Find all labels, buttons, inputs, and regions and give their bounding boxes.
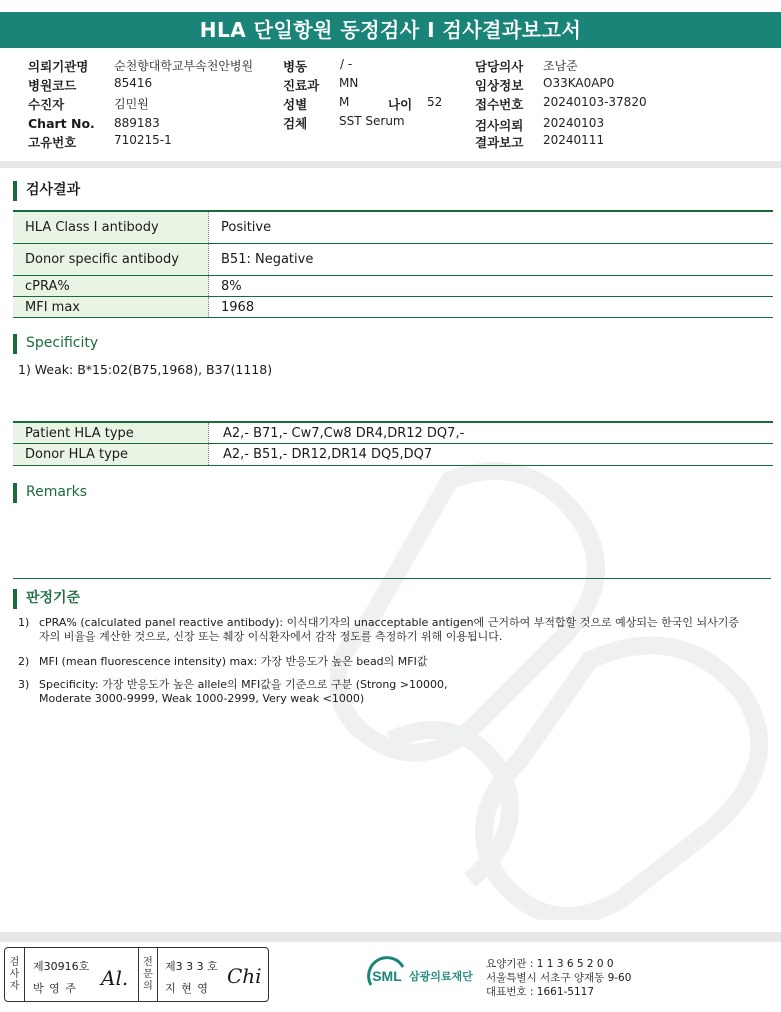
criteria-text: MFI (mean fluorescence intensity) max: 가장 반응도가 높은 bead의 MFI값 xyxy=(39,655,428,668)
results-value: B51: Negative xyxy=(221,252,314,267)
ward-label: 병동 xyxy=(283,59,308,74)
chart-no-value: 889183 xyxy=(114,116,160,130)
tester-signature: Al. xyxy=(101,966,129,990)
result-date-value: 20240111 xyxy=(543,133,605,147)
institution-value: 순천향대학교부속천안병원 xyxy=(114,59,254,73)
tester-number: 제30916호 xyxy=(33,960,90,973)
table-row xyxy=(13,297,773,318)
results-table xyxy=(13,210,773,318)
hla-type-value: A2,- B71,- Cw7,Cw8 DR4,DR12 DQ7,- xyxy=(223,425,465,441)
hla-type-key: Donor HLA type xyxy=(13,444,209,465)
results-value: Positive xyxy=(221,220,272,235)
table-row xyxy=(13,210,773,244)
patient-info xyxy=(0,55,781,155)
criteria-item xyxy=(18,678,758,708)
hla-type-key: Patient HLA type xyxy=(13,423,209,443)
tester-label: 검 사 자 xyxy=(5,948,25,1001)
examinee-label: 수진자 xyxy=(28,97,65,112)
unique-no-value: 710215-1 xyxy=(114,133,172,147)
dept-label: 진료과 xyxy=(283,78,320,93)
results-section-title: 검사결과 xyxy=(13,181,80,201)
criteria-section-title: 판정기준 xyxy=(13,589,80,609)
receipt-no-label: 접수번호 xyxy=(475,97,524,112)
org-name: 삼광의료재단 xyxy=(409,970,473,983)
hla-type-table xyxy=(13,421,773,466)
table-row xyxy=(13,244,773,276)
criteria-num: 1) xyxy=(18,616,30,629)
request-date-value: 20240103 xyxy=(543,116,605,130)
request-date-label: 검사의뢰 xyxy=(475,118,524,133)
sex-value: M xyxy=(339,95,350,109)
results-key: Donor specific antibody xyxy=(13,244,209,275)
hospital-code-value: 85416 xyxy=(114,76,153,90)
remarks-section-title: Remarks xyxy=(13,483,87,503)
address: 서울특별시 서초구 양재동 9-60 xyxy=(486,972,632,984)
specialist-signature: Chi xyxy=(227,964,262,988)
criteria-num: 3) xyxy=(18,678,30,691)
footer-band xyxy=(0,932,781,942)
doctor-value: 조남준 xyxy=(543,59,578,73)
hla-type-value: A2,- B51,- DR12,DR14 DQ5,DQ7 xyxy=(223,447,433,462)
age-label: 나이 xyxy=(388,97,413,112)
criteria-text: Specificity: 가장 반응도가 높은 allele의 MFI값을 기준으로 구분 (Strong >10000, Moderate 3000-9999, Weak 1000-2999, Very weak <1000) xyxy=(39,678,448,705)
table-row xyxy=(13,444,773,466)
dept-value: MN xyxy=(339,76,359,90)
table-row xyxy=(13,421,773,444)
specimen-label: 검체 xyxy=(283,116,308,131)
criteria-item xyxy=(18,655,758,671)
result-date-label: 결과보고 xyxy=(475,135,524,150)
clinical-info-value: O33KA0AP0 xyxy=(543,76,615,90)
logo-text: SML xyxy=(372,968,402,984)
ward-value: / - xyxy=(340,57,353,71)
criteria-item xyxy=(18,616,758,646)
specimen-value: SST Serum xyxy=(339,114,405,128)
care-number: 요양기관 : 1 1 3 6 5 2 0 0 xyxy=(486,958,614,970)
results-value: 1968 xyxy=(221,299,255,315)
receipt-no-value: 20240103-37820 xyxy=(543,95,647,109)
divider xyxy=(13,578,771,579)
report-title: HLA 단일항원 동정검사 I 검사결과보고서 xyxy=(0,12,781,48)
specialist-number: 제3 3 3 호 xyxy=(165,960,218,973)
examinee-value: 김민원 xyxy=(114,97,149,111)
contact-info xyxy=(486,957,631,999)
phone: 대표번호 : 1661-5117 xyxy=(486,986,595,998)
results-key: HLA Class I antibody xyxy=(13,212,209,243)
signature-box xyxy=(4,947,269,1002)
age-value: 52 xyxy=(427,95,443,109)
criteria-num: 2) xyxy=(18,655,30,668)
hospital-code-label: 병원코드 xyxy=(28,78,77,93)
sex-label: 성별 xyxy=(283,97,308,112)
results-value: 8% xyxy=(221,278,242,294)
specificity-section-title: Specificity xyxy=(13,334,98,354)
unique-no-label: 고유번호 xyxy=(28,135,77,150)
specialist-name: 지 현 영 xyxy=(165,982,209,995)
specialist-label: 전 문 의 xyxy=(138,948,158,1001)
results-key: MFI max xyxy=(13,297,209,317)
specificity-line: 1) Weak: B*15:02(B75,1968), B37(1118) xyxy=(18,362,273,377)
tester-name: 박 영 주 xyxy=(33,982,77,995)
institution-label: 의뢰기관명 xyxy=(28,59,89,74)
table-row xyxy=(13,276,773,297)
separator-band xyxy=(0,161,781,168)
criteria-text: cPRA% (calculated panel reactive antibody): 이식대기자의 unacceptable antigen에 근거하여 부적합할 것으로 예상되는 한국인 뇌사기증자의 비율을 계산한 것으로, 신장 또는 췌장 이식환자에서 감작 정도를 측정하기 위해 이용됩니다. xyxy=(39,616,739,643)
chart-no-label: Chart No. xyxy=(28,116,95,131)
results-key: cPRA% xyxy=(13,276,209,296)
clinical-info-label: 임상정보 xyxy=(475,78,524,93)
doctor-label: 담당의사 xyxy=(475,59,524,74)
sml-logo-icon xyxy=(367,955,407,995)
